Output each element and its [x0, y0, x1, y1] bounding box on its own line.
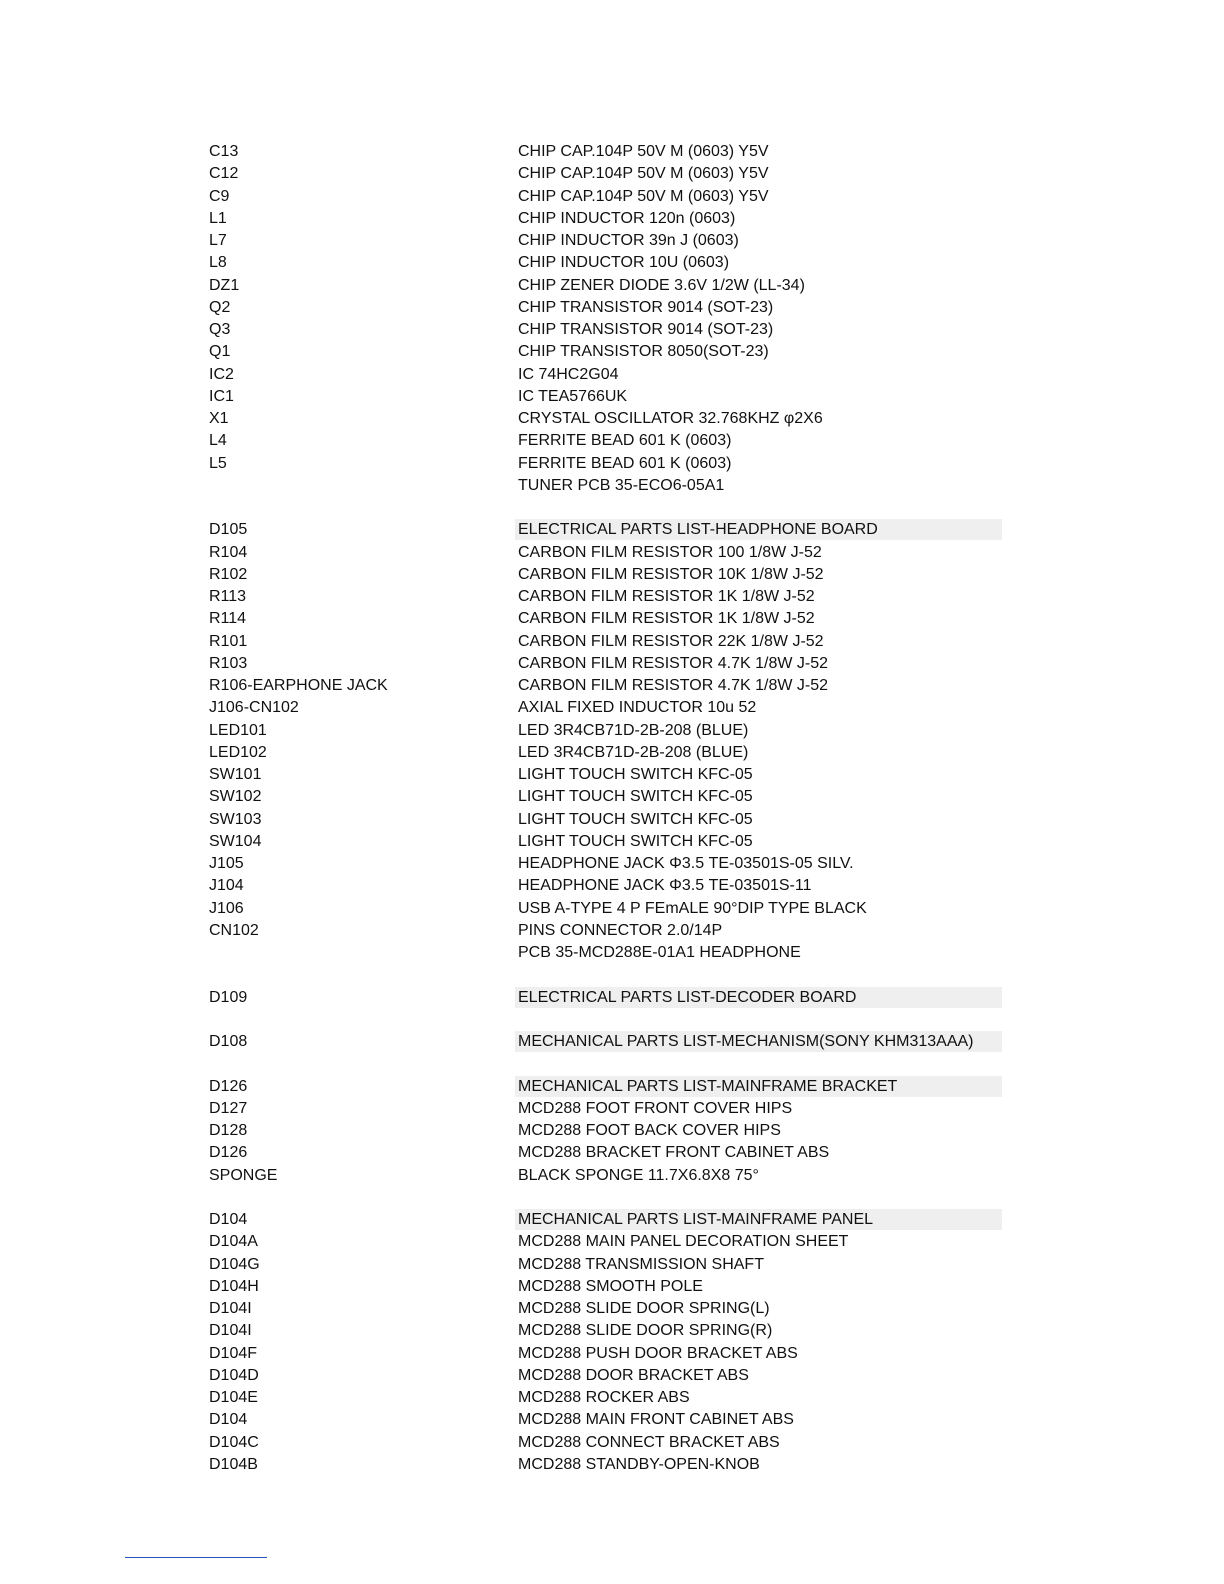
part-description: MCD288 SMOOTH POLE — [518, 1277, 703, 1295]
part-description: CARBON FILM RESISTOR 1K 1/8W J-52 — [518, 610, 815, 628]
part-description: AXIAL FIXED INDUCTOR 10u 52 — [518, 699, 757, 717]
part-ref: DZ1 — [209, 276, 240, 294]
parts-row — [0, 608, 1224, 630]
part-description: CARBON FILM RESISTOR 22K 1/8W J-52 — [518, 632, 824, 650]
part-description: CHIP INDUCTOR 120n (0603) — [518, 209, 736, 227]
part-description: BLACK SPONGE 11.7X6.8X8 75° — [518, 1166, 759, 1184]
parts-row — [0, 475, 1224, 497]
part-description: MCD288 DOOR BRACKET ABS — [518, 1366, 749, 1384]
part-ref: D126 — [209, 1077, 248, 1095]
part-description: MCD288 BRACKET FRONT CABINET ABS — [518, 1144, 830, 1162]
part-description: CARBON FILM RESISTOR 1K 1/8W J-52 — [518, 588, 815, 605]
section-title: ELECTRICAL PARTS LIST-DECODER BOARD — [518, 988, 857, 1006]
part-ref: C12 — [209, 165, 239, 183]
part-ref: L7 — [209, 232, 227, 249]
spacer-row — [0, 964, 1224, 986]
parts-row — [0, 697, 1224, 719]
part-description: LIGHT TOUCH SWITCH KFC-05 — [518, 832, 753, 850]
part-description: IC TEA5766UK — [518, 387, 628, 405]
part-ref: R113 — [209, 588, 247, 605]
parts-row — [0, 542, 1224, 564]
parts-row — [0, 1454, 1224, 1476]
part-ref: D104G — [209, 1255, 260, 1273]
parts-row — [0, 675, 1224, 697]
parts-row — [0, 786, 1224, 808]
parts-row — [0, 1298, 1224, 1320]
part-description: CHIP TRANSISTOR 8050(SOT-23) — [518, 343, 769, 361]
part-ref: D104D — [209, 1366, 259, 1384]
part-ref: R114 — [209, 610, 247, 628]
part-ref: C13 — [209, 143, 239, 160]
part-description: MCD288 SLIDE DOOR SPRING(L) — [518, 1300, 770, 1317]
part-description: MCD288 STANDBY-OPEN-KNOB — [518, 1455, 760, 1473]
part-ref: SW104 — [209, 832, 262, 850]
part-ref: IC2 — [209, 365, 234, 383]
part-description: CRYSTAL OSCILLATOR 32.768KHZ φ2X6 — [518, 410, 823, 427]
part-description: LIGHT TOUCH SWITCH KFC-05 — [518, 810, 753, 828]
parts-row — [0, 764, 1224, 786]
parts-row — [0, 1276, 1224, 1298]
part-ref: D104H — [209, 1277, 259, 1295]
part-ref: D104B — [209, 1455, 258, 1473]
part-description: MCD288 FOOT FRONT COVER HIPS — [518, 1099, 793, 1117]
part-description: CHIP ZENER DIODE 3.6V 1/2W (LL-34) — [518, 276, 805, 294]
part-ref: Q1 — [209, 343, 231, 361]
part-description: MCD288 ROCKER ABS — [518, 1389, 690, 1406]
part-ref: CN102 — [209, 921, 259, 939]
part-description: LED 3R4CB71D-2B-208 (BLUE) — [518, 743, 749, 761]
part-ref: J106-CN102 — [209, 699, 299, 717]
section-header-row — [0, 987, 1224, 1009]
parts-row — [0, 1120, 1224, 1142]
parts-row — [0, 653, 1224, 675]
spacer-row — [0, 1053, 1224, 1075]
part-description: CARBON FILM RESISTOR 10K 1/8W J-52 — [518, 565, 824, 583]
section-title: MECHANICAL PARTS LIST-MECHANISM(SONY KHM313AAA) — [518, 1033, 974, 1050]
part-ref: D104I — [209, 1300, 252, 1317]
parts-row — [0, 341, 1224, 363]
part-ref: SPONGE — [209, 1166, 278, 1184]
part-ref: R101 — [209, 632, 248, 650]
parts-row — [0, 631, 1224, 653]
parts-row — [0, 319, 1224, 341]
part-ref: D108 — [209, 1033, 248, 1050]
footer-rule — [125, 1557, 267, 1558]
part-ref: R103 — [209, 654, 248, 672]
part-ref: IC1 — [209, 387, 234, 405]
parts-row — [0, 297, 1224, 319]
part-description: FERRITE BEAD 601 K (0603) — [518, 432, 732, 450]
part-description: CHIP TRANSISTOR 9014 (SOT-23) — [518, 298, 774, 316]
part-ref: L8 — [209, 254, 227, 272]
part-description: LED 3R4CB71D-2B-208 (BLUE) — [518, 721, 749, 739]
spacer-row — [0, 497, 1224, 519]
parts-row — [0, 831, 1224, 853]
part-ref: R106-EARPHONE JACK — [209, 677, 388, 694]
part-ref: D109 — [209, 988, 248, 1006]
parts-row — [0, 1254, 1224, 1276]
parts-row — [0, 853, 1224, 875]
part-ref: SW102 — [209, 788, 262, 806]
part-description: PINS CONNECTOR 2.0/14P — [518, 921, 723, 939]
part-description: HEADPHONE JACK Φ3.5 TE-03501S-11 — [518, 877, 812, 895]
part-ref: L4 — [209, 432, 227, 450]
part-description: CARBON FILM RESISTOR 4.7K 1/8W J-52 — [518, 654, 829, 672]
part-ref: D127 — [209, 1099, 248, 1117]
section-header-row — [0, 1076, 1224, 1098]
parts-row — [0, 809, 1224, 831]
part-ref: Q2 — [209, 298, 231, 316]
parts-row — [0, 252, 1224, 274]
part-ref: L5 — [209, 454, 227, 472]
part-ref: SW101 — [209, 766, 262, 783]
part-description: CHIP TRANSISTOR 9014 (SOT-23) — [518, 321, 774, 338]
part-ref: D104A — [209, 1233, 258, 1251]
part-description: TUNER PCB 35-ECO6-05A1 — [518, 476, 725, 494]
part-ref: D105 — [209, 521, 248, 539]
part-ref: J106 — [209, 899, 244, 917]
part-ref: C9 — [209, 187, 230, 205]
part-ref: D104 — [209, 1211, 248, 1228]
parts-row — [0, 564, 1224, 586]
part-ref: J105 — [209, 855, 244, 872]
parts-row — [0, 1142, 1224, 1164]
parts-row — [0, 898, 1224, 920]
parts-row — [0, 1098, 1224, 1120]
part-ref: LED102 — [209, 743, 267, 761]
part-description: CARBON FILM RESISTOR 100 1/8W J-52 — [518, 543, 822, 561]
section-header-row — [0, 519, 1224, 541]
parts-row — [0, 364, 1224, 386]
parts-row — [0, 230, 1224, 252]
part-ref: D104E — [209, 1389, 258, 1406]
part-description: CARBON FILM RESISTOR 4.7K 1/8W J-52 — [518, 677, 829, 694]
parts-row — [0, 386, 1224, 408]
part-ref: D104F — [209, 1344, 258, 1362]
parts-row — [0, 742, 1224, 764]
parts-row — [0, 208, 1224, 230]
parts-row — [0, 942, 1224, 964]
part-ref: D104I — [209, 1322, 252, 1340]
part-ref: R102 — [209, 565, 248, 583]
part-ref: D128 — [209, 1122, 248, 1139]
parts-row — [0, 430, 1224, 452]
part-ref: Q3 — [209, 321, 231, 338]
part-description: PCB 35-MCD288E-01A1 HEADPHONE — [518, 944, 801, 961]
part-ref: J104 — [209, 877, 244, 895]
part-description: MCD288 SLIDE DOOR SPRING(R) — [518, 1322, 773, 1340]
parts-row — [0, 186, 1224, 208]
section-header-row — [0, 1031, 1224, 1053]
part-description: MCD288 PUSH DOOR BRACKET ABS — [518, 1344, 798, 1362]
section-title: ELECTRICAL PARTS LIST-HEADPHONE BOARD — [518, 521, 878, 539]
part-description: MCD288 FOOT BACK COVER HIPS — [518, 1122, 781, 1139]
part-description: CHIP INDUCTOR 39n J (0603) — [518, 232, 739, 249]
part-description: LIGHT TOUCH SWITCH KFC-05 — [518, 788, 753, 806]
part-description: CHIP CAP.104P 50V M (0603) Y5V — [518, 165, 769, 183]
part-ref: D104 — [209, 1411, 248, 1429]
parts-row — [0, 920, 1224, 942]
spacer-row — [0, 1009, 1224, 1031]
parts-row — [0, 1165, 1224, 1187]
part-description: CHIP INDUCTOR 10U (0603) — [518, 254, 730, 272]
section-title: MECHANICAL PARTS LIST-MAINFRAME PANEL — [518, 1211, 874, 1228]
parts-row — [0, 1387, 1224, 1409]
part-ref: D126 — [209, 1144, 248, 1162]
part-description: FERRITE BEAD 601 K (0603) — [518, 454, 732, 472]
part-description: MCD288 MAIN PANEL DECORATION SHEET — [518, 1233, 849, 1251]
parts-row — [0, 875, 1224, 897]
parts-row — [0, 141, 1224, 163]
parts-list-table — [0, 141, 1224, 1476]
section-title: MECHANICAL PARTS LIST-MAINFRAME BRACKET — [518, 1077, 898, 1095]
parts-row — [0, 275, 1224, 297]
part-description: IC 74HC2G04 — [518, 365, 619, 383]
parts-row — [0, 586, 1224, 608]
part-ref: SW103 — [209, 810, 262, 828]
part-ref: LED101 — [209, 721, 267, 739]
spacer-row — [0, 1187, 1224, 1209]
part-description: MCD288 TRANSMISSION SHAFT — [518, 1255, 764, 1273]
parts-row — [0, 1409, 1224, 1431]
part-description: LIGHT TOUCH SWITCH KFC-05 — [518, 766, 753, 783]
part-ref: D104C — [209, 1433, 259, 1451]
parts-row — [0, 1320, 1224, 1342]
parts-row — [0, 1231, 1224, 1253]
part-description: MCD288 MAIN FRONT CABINET ABS — [518, 1411, 794, 1429]
parts-row — [0, 1343, 1224, 1365]
part-ref: X1 — [209, 410, 229, 427]
part-description: HEADPHONE JACK Φ3.5 TE-03501S-05 SILV. — [518, 855, 854, 872]
part-description: CHIP CAP.104P 50V M (0603) Y5V — [518, 143, 769, 160]
parts-row — [0, 720, 1224, 742]
part-description: MCD288 CONNECT BRACKET ABS — [518, 1433, 780, 1451]
part-description: CHIP CAP.104P 50V M (0603) Y5V — [518, 187, 769, 205]
part-ref: R104 — [209, 543, 248, 561]
parts-row — [0, 453, 1224, 475]
parts-row — [0, 163, 1224, 185]
section-header-row — [0, 1209, 1224, 1231]
part-description: USB A-TYPE 4 P FEmALE 90°DIP TYPE BLACK — [518, 899, 867, 917]
part-ref: L1 — [209, 209, 227, 227]
parts-row — [0, 408, 1224, 430]
parts-row — [0, 1365, 1224, 1387]
parts-row — [0, 1432, 1224, 1454]
